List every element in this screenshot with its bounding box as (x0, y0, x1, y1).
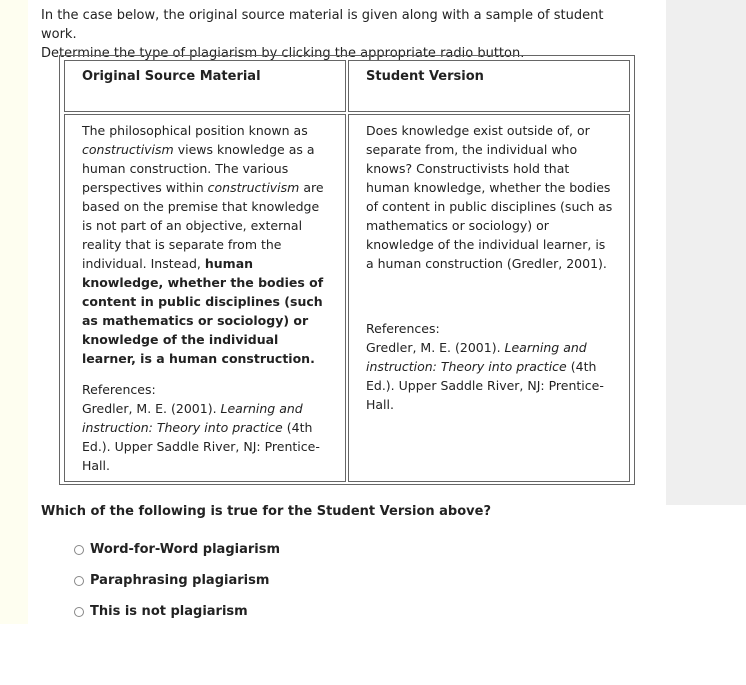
original-text: The philosophical position known as constructivism views knowledge as a human construction. The various perspectives within constructivism are based on the premise that knowledge is not part of an objective, external reality that is separate from the individual. Instead, human knowledge, whether the bodies of content in public disciplines (such as mathematics or sociology) or knowledge of the individual learner, is a human construction. (82, 123, 324, 366)
option-label: Word-for-Word plagiarism (90, 542, 280, 557)
instructions-line-1: In the case below, the original source material is given along with a sample of student work. (41, 8, 604, 42)
radio-button-icon[interactable] (74, 607, 84, 617)
left-margin-strip (0, 0, 28, 624)
student-text: Does knowledge exist outside of, or separate from, the individual who knows? Constructivists hold that human knowledge, whether the bodies of content in public disciplines (such as mathematics or sociology) or knowledge of the individual learner, is a human construction (Gredler, 2001). (366, 123, 613, 271)
option-word-for-word[interactable] (74, 534, 280, 565)
answer-options (74, 534, 280, 627)
student-version-cell (348, 114, 630, 482)
header-original-source: Original Source Material (64, 60, 346, 112)
original-bold-passage: human knowledge, whether the bodies of content in public disciplines (such as mathematics or sociology) or knowledge of the individual learner, is a human construction. (82, 256, 324, 366)
original-references: References: Gredler, M. E. (2001). Learning and instruction: Theory into practice (4th Ed.). Upper Saddle River, NJ: Prentice-Hall. (82, 382, 320, 473)
header-student-version: Student Version (348, 60, 630, 112)
option-label: This is not plagiarism (90, 604, 248, 619)
right-side-panel (666, 0, 746, 505)
comparison-table (59, 55, 635, 485)
radio-button-icon[interactable] (74, 576, 84, 586)
option-label: Paraphrasing plagiarism (90, 573, 270, 588)
question-text: Which of the following is true for the Student Version above? (41, 504, 491, 519)
student-references: References: Gredler, M. E. (2001). Learning and instruction: Theory into practice (4th Ed.). Upper Saddle River, NJ: Prentice-Hall. (366, 321, 604, 412)
option-paraphrasing[interactable] (74, 565, 280, 596)
original-source-cell (64, 114, 346, 482)
radio-button-icon[interactable] (74, 545, 84, 555)
instructions-line-2: Determine the type of plagiarism by clicking the appropriate radio button. (41, 46, 525, 61)
option-not-plagiarism[interactable] (74, 596, 280, 627)
